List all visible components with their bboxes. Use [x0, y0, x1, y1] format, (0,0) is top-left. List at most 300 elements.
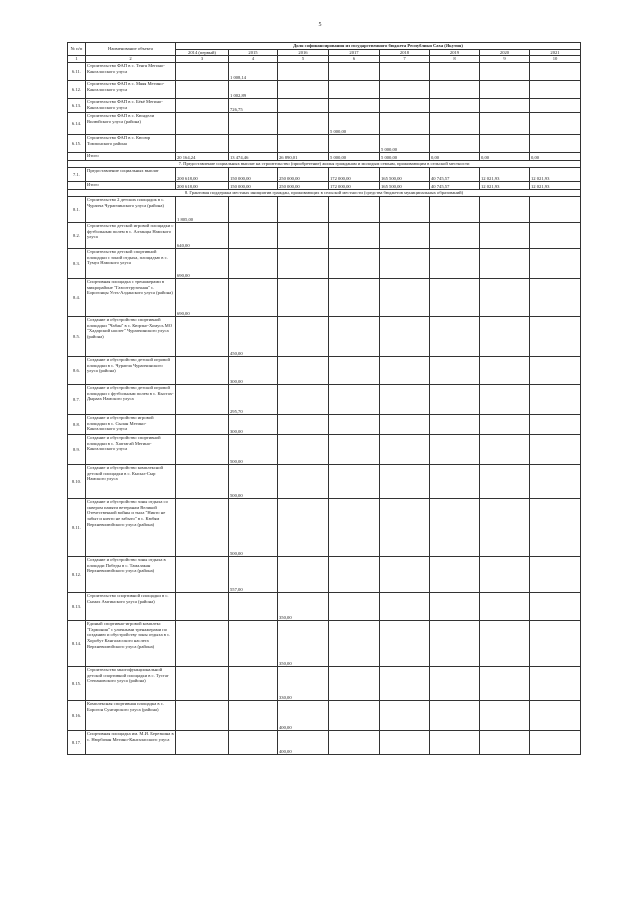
amount-cell: 250 000,00: [278, 168, 329, 182]
row-number: 8.7.: [68, 385, 86, 415]
section-title: 7. Предоставление социальных выплат на строительство (приобретение) жилья гражданам и молодым семьям, проживающим в сельской местности: [68, 161, 581, 168]
amount-cell: 200 618,00: [176, 182, 229, 190]
amount-cell: 640,00: [176, 223, 229, 249]
amount-cell: [329, 701, 380, 731]
amount-cell: [329, 81, 380, 99]
amount-cell: [480, 465, 530, 499]
amount-cell: [430, 197, 480, 223]
col-number-header: № п/п: [68, 43, 86, 56]
amount-cell: [278, 135, 329, 153]
amount-cell: [229, 249, 278, 279]
column-index: 7: [380, 56, 430, 63]
object-name: Итого: [86, 182, 176, 190]
amount-cell: [430, 593, 480, 621]
column-index: 8: [430, 56, 480, 63]
amount-cell: [430, 499, 480, 557]
amount-cell: [329, 249, 380, 279]
amount-cell: [480, 317, 530, 357]
amount-cell: [176, 435, 229, 465]
table-row: [68, 168, 581, 182]
amount-cell: [530, 279, 581, 317]
object-name: Строительство детской игровой площадки с футбольным полем в с. Алтанцы Намского улуса: [86, 223, 176, 249]
table-row: [68, 385, 581, 415]
amount-cell: [229, 667, 278, 701]
amount-cell: [530, 499, 581, 557]
amount-cell: [380, 701, 430, 731]
table-row: [68, 182, 581, 190]
amount-cell: 450,00: [229, 317, 278, 357]
table-row: [68, 357, 581, 385]
amount-cell: [430, 249, 480, 279]
amount-cell: [530, 557, 581, 593]
amount-cell: 12 021,93: [480, 168, 530, 182]
column-index: 1: [68, 56, 86, 63]
amount-cell: [380, 63, 430, 81]
amount-cell: [176, 317, 229, 357]
amount-cell: [380, 357, 430, 385]
amount-cell: [329, 667, 380, 701]
group-header: Доля софинансирования из государственного бюджета Республики Саха (Якутия): [176, 43, 581, 50]
row-number: 8.4.: [68, 279, 86, 317]
amount-cell: [278, 415, 329, 435]
amount-cell: [480, 731, 530, 755]
row-number: 6.11.: [68, 63, 86, 81]
column-index: 10: [530, 56, 581, 63]
amount-cell: [530, 385, 581, 415]
amount-cell: 40 745,57: [430, 168, 480, 182]
year-header: 2014 (первый): [176, 49, 229, 56]
amount-cell: [329, 621, 380, 667]
amount-cell: 12 021,93: [530, 168, 581, 182]
row-number: 7.1.: [68, 168, 86, 182]
financing-table: [67, 42, 581, 755]
amount-cell: [480, 385, 530, 415]
year-header: 2016: [278, 49, 329, 56]
amount-cell: [480, 621, 530, 667]
amount-cell: [430, 113, 480, 135]
table-row: [68, 279, 581, 317]
amount-cell: [329, 357, 380, 385]
amount-cell: [329, 465, 380, 499]
amount-cell: [176, 731, 229, 755]
object-name: Итого: [86, 153, 176, 161]
amount-cell: [480, 223, 530, 249]
amount-cell: 12 021,93: [480, 182, 530, 190]
amount-cell: [530, 223, 581, 249]
object-name: Строительство ФАП в с. Кюндели Вилюйского улуса (района): [86, 113, 176, 135]
amount-cell: [530, 113, 581, 135]
row-number: 8.14.: [68, 621, 86, 667]
amount-cell: [329, 223, 380, 249]
amount-cell: [176, 135, 229, 153]
amount-cell: 13 474,46: [229, 153, 278, 161]
table-row: [68, 81, 581, 99]
amount-cell: [380, 621, 430, 667]
table-row: [68, 621, 581, 667]
row-number: 8.17.: [68, 731, 86, 755]
amount-cell: [530, 621, 581, 667]
amount-cell: [430, 731, 480, 755]
amount-cell: [480, 279, 530, 317]
amount-cell: 400,00: [278, 731, 329, 755]
object-name: Строительство детской спортивной площадки с зоной отдыха, площадью в с. Тумул Намского улуса: [86, 249, 176, 279]
amount-cell: [530, 63, 581, 81]
amount-cell: [380, 279, 430, 317]
table-row: [68, 435, 581, 465]
amount-cell: [176, 385, 229, 415]
column-index: 2: [86, 56, 176, 63]
amount-cell: [430, 385, 480, 415]
object-name: Строительство 2 детских площадок в с. Чурапча Чурапчинского улуса (района): [86, 197, 176, 223]
amount-cell: [530, 701, 581, 731]
column-index: 9: [480, 56, 530, 63]
amount-cell: [430, 667, 480, 701]
amount-cell: [329, 317, 380, 357]
amount-cell: [380, 99, 430, 113]
row-number: 6.13.: [68, 99, 86, 113]
amount-cell: [329, 415, 380, 435]
amount-cell: 0,00: [430, 153, 480, 161]
object-name: Единый спортивно-игровой комплекс "Гармония" с уличными тренажерами по созданию и обустройству зоны отдыха в с. Хоробут Кангаласского наслега Верхневилюйского улуса (района): [86, 621, 176, 667]
amount-cell: [229, 701, 278, 731]
amount-cell: 12 021,93: [530, 182, 581, 190]
amount-cell: [430, 279, 480, 317]
amount-cell: [430, 435, 480, 465]
amount-cell: [278, 81, 329, 99]
amount-cell: [480, 357, 530, 385]
amount-cell: 165 500,00: [380, 182, 430, 190]
row-number: 6.12.: [68, 81, 86, 99]
amount-cell: [480, 81, 530, 99]
amount-cell: 5 000,00: [380, 153, 430, 161]
amount-cell: [380, 81, 430, 99]
amount-cell: [278, 465, 329, 499]
amount-cell: [176, 81, 229, 99]
amount-cell: [176, 667, 229, 701]
amount-cell: [278, 499, 329, 557]
amount-cell: [380, 415, 430, 435]
amount-cell: [278, 197, 329, 223]
amount-cell: [430, 99, 480, 113]
amount-cell: [380, 667, 430, 701]
amount-cell: [430, 81, 480, 99]
amount-cell: [480, 667, 530, 701]
amount-cell: [530, 415, 581, 435]
column-index: 6: [329, 56, 380, 63]
amount-cell: [430, 415, 480, 435]
year-header: 2018: [380, 49, 430, 56]
amount-cell: [278, 113, 329, 135]
table-row: [68, 223, 581, 249]
row-number: 8.16.: [68, 701, 86, 731]
amount-cell: [229, 593, 278, 621]
year-header: 2015: [229, 49, 278, 56]
amount-cell: [430, 223, 480, 249]
amount-cell: [530, 135, 581, 153]
amount-cell: [380, 223, 430, 249]
amount-cell: 5 000,00: [380, 135, 430, 153]
amount-cell: [480, 249, 530, 279]
object-name: Создание и обустройство спортивной площадки в с. Хаптагай Мегино-Кангаласского улуса: [86, 435, 176, 465]
table-row: [68, 731, 581, 755]
amount-cell: [480, 113, 530, 135]
amount-cell: [530, 731, 581, 755]
amount-cell: [430, 557, 480, 593]
row-number: 8.15.: [68, 667, 86, 701]
amount-cell: [176, 357, 229, 385]
amount-cell: [380, 557, 430, 593]
amount-cell: [380, 731, 430, 755]
amount-cell: [229, 113, 278, 135]
section-heading-row: [68, 190, 581, 197]
amount-cell: [176, 499, 229, 557]
amount-cell: [278, 223, 329, 249]
amount-cell: [176, 701, 229, 731]
row-number: 6.14.: [68, 113, 86, 135]
amount-cell: [480, 557, 530, 593]
object-name: Спортивная площадка им. М.И. Березкина в с. Нюрбачан Мегино-Кангаласского улуса: [86, 731, 176, 755]
amount-cell: 330,00: [278, 667, 329, 701]
amount-cell: [176, 99, 229, 113]
object-name: Создание и обустройство зоны отдыха со сквером памяти ветеранам Великой Отечественной войны и тыла "Никто не забыт и ничто не забыто" в с. Кюбям Верхневилюйского улуса (района): [86, 499, 176, 557]
amount-cell: [430, 701, 480, 731]
amount-cell: 1 008,14: [229, 63, 278, 81]
object-name: Строительство спортивной площадки в с. Сымах Амгинского улуса (района): [86, 593, 176, 621]
section-title: 8. Грантовая поддержка местных инициатив граждан, проживающих в сельской местности (средства бюджетов муниципальных образований): [68, 190, 581, 197]
amount-cell: [530, 317, 581, 357]
amount-cell: 5 000,00: [329, 153, 380, 161]
row-number: 8.11.: [68, 499, 86, 557]
amount-cell: [480, 99, 530, 113]
amount-cell: 200 618,00: [176, 168, 229, 182]
table-row: [68, 317, 581, 357]
amount-cell: 500,00: [229, 465, 278, 499]
amount-cell: [380, 197, 430, 223]
table-row: [68, 667, 581, 701]
amount-cell: [430, 317, 480, 357]
amount-cell: [229, 731, 278, 755]
row-number: 8.12.: [68, 557, 86, 593]
amount-cell: [430, 63, 480, 81]
row-number: 8.5.: [68, 317, 86, 357]
amount-cell: [329, 279, 380, 317]
amount-cell: 500,00: [229, 435, 278, 465]
amount-cell: 20 164,24: [176, 153, 229, 161]
amount-cell: [380, 317, 430, 357]
amount-cell: 300,00: [229, 415, 278, 435]
amount-cell: [229, 621, 278, 667]
object-name: Создание и обустройство спортивной площадки "Чабан" в с. Кюрэнг-Хомусь МО "Хадарский наслег" Чурапчинского улуса (района): [86, 317, 176, 357]
amount-cell: [176, 621, 229, 667]
table-row: [68, 153, 581, 161]
amount-cell: [480, 499, 530, 557]
amount-cell: [480, 415, 530, 435]
amount-cell: [480, 701, 530, 731]
amount-cell: [278, 385, 329, 415]
amount-cell: [430, 465, 480, 499]
amount-cell: [278, 317, 329, 357]
amount-cell: [329, 385, 380, 415]
table-row: [68, 135, 581, 153]
amount-cell: [430, 135, 480, 153]
amount-cell: 172 000,00: [329, 182, 380, 190]
section-heading-row: [68, 161, 581, 168]
table-row: [68, 593, 581, 621]
table-row: [68, 465, 581, 499]
amount-cell: 0,00: [530, 153, 581, 161]
amount-cell: [530, 357, 581, 385]
amount-cell: 1 002,89: [229, 81, 278, 99]
amount-cell: [380, 499, 430, 557]
object-name: Создание и обустройство игровой площадки в с. Сылан Мегино-Кангаласского улуса: [86, 415, 176, 435]
object-name: Создание и обустройство комплексной детской площадки в с. Кысыл-Сыр Намского улуса: [86, 465, 176, 499]
amount-cell: [530, 249, 581, 279]
row-number: 8.8.: [68, 415, 86, 435]
amount-cell: [176, 113, 229, 135]
amount-cell: 690,00: [176, 279, 229, 317]
amount-cell: 150 000,00: [229, 168, 278, 182]
amount-cell: 26 890,01: [278, 153, 329, 161]
row-number: 6.15.: [68, 135, 86, 153]
amount-cell: [530, 197, 581, 223]
amount-cell: [329, 197, 380, 223]
amount-cell: [176, 63, 229, 81]
row-number: [68, 182, 86, 190]
amount-cell: [480, 63, 530, 81]
amount-cell: 350,00: [278, 621, 329, 667]
amount-cell: [278, 557, 329, 593]
year-header: 2021: [530, 49, 581, 56]
amount-cell: 250 000,00: [278, 182, 329, 190]
amount-cell: 400,00: [278, 701, 329, 731]
amount-cell: [329, 435, 380, 465]
amount-cell: [530, 465, 581, 499]
amount-cell: 165 500,00: [380, 168, 430, 182]
object-name: Создание и обустройство зоны отдыха в площади Победы в с. Тамалакан Верхневилюйского улуса (района): [86, 557, 176, 593]
amount-cell: [329, 99, 380, 113]
object-name: Строительство ФАП в с. Кюсюр Томпонского района: [86, 135, 176, 153]
row-number: 8.1.: [68, 197, 86, 223]
amount-cell: [430, 357, 480, 385]
amount-cell: 1 805,00: [176, 197, 229, 223]
object-name: Комплексная спортивная площадка в с. Борогон Сунтарского улуса (района): [86, 701, 176, 731]
year-header: 2020: [480, 49, 530, 56]
amount-cell: [176, 593, 229, 621]
row-number: 8.10.: [68, 465, 86, 499]
amount-cell: [329, 499, 380, 557]
object-name: Строительство ФАП в с. Мяяя Мегино-Кангаласского улуса: [86, 81, 176, 99]
amount-cell: 40 745,57: [430, 182, 480, 190]
amount-cell: [530, 667, 581, 701]
amount-cell: [430, 621, 480, 667]
amount-cell: [176, 557, 229, 593]
row-number: 8.9.: [68, 435, 86, 465]
amount-cell: [278, 99, 329, 113]
column-index: 3: [176, 56, 229, 63]
amount-cell: [229, 197, 278, 223]
amount-cell: [480, 135, 530, 153]
amount-cell: 690,00: [176, 249, 229, 279]
row-number: [68, 153, 86, 161]
amount-cell: 5 000,00: [329, 113, 380, 135]
col-name-header: Наименование объекта: [86, 43, 176, 56]
row-number: 8.13.: [68, 593, 86, 621]
amount-cell: [329, 63, 380, 81]
amount-cell: [278, 63, 329, 81]
amount-cell: [229, 223, 278, 249]
amount-cell: [480, 435, 530, 465]
amount-cell: [380, 435, 430, 465]
amount-cell: [329, 731, 380, 755]
table-row: [68, 113, 581, 135]
amount-cell: 350,00: [278, 593, 329, 621]
object-name: Создание и обустройство детской игровой площадки в с. Чурапча Чурапчинского улуса (района): [86, 357, 176, 385]
row-number: 8.6.: [68, 357, 86, 385]
year-header: 2017: [329, 49, 380, 56]
row-number: 8.2.: [68, 223, 86, 249]
column-index: 5: [278, 56, 329, 63]
year-header: 2019: [430, 49, 480, 56]
object-name: Создание и обустройство детской игровой площадки с футбольным полем в с. Кыстах-Дыраах Намского улуса: [86, 385, 176, 415]
amount-cell: [176, 465, 229, 499]
amount-cell: 150 000,00: [229, 182, 278, 190]
amount-cell: [480, 593, 530, 621]
amount-cell: [530, 99, 581, 113]
amount-cell: [176, 415, 229, 435]
amount-cell: [380, 113, 430, 135]
amount-cell: 295,70: [229, 385, 278, 415]
table-row: [68, 99, 581, 113]
object-name: Строительство ФАП в с. Тенгя Мегино-Кангаласского улуса: [86, 63, 176, 81]
amount-cell: [329, 135, 380, 153]
row-number: 8.3.: [68, 249, 86, 279]
amount-cell: [480, 197, 530, 223]
amount-cell: 500,00: [229, 499, 278, 557]
amount-cell: [380, 593, 430, 621]
amount-cell: 0,00: [480, 153, 530, 161]
page-number: 5: [318, 22, 322, 28]
amount-cell: [278, 249, 329, 279]
amount-cell: [380, 249, 430, 279]
amount-cell: [329, 557, 380, 593]
amount-cell: [329, 593, 380, 621]
object-name: Спортивная площадка с тренажерами в микрорайоне "Газоотгрузочная" с. Борогонцы Усть-Алданского улуса (района): [86, 279, 176, 317]
column-index: 4: [229, 56, 278, 63]
table-row: [68, 249, 581, 279]
amount-cell: [229, 135, 278, 153]
amount-cell: 172 000,00: [329, 168, 380, 182]
table-row: [68, 197, 581, 223]
table-row: [68, 499, 581, 557]
amount-cell: 300,00: [229, 357, 278, 385]
amount-cell: [229, 279, 278, 317]
amount-cell: [278, 435, 329, 465]
amount-cell: [380, 465, 430, 499]
table-row: [68, 701, 581, 731]
table-row: [68, 415, 581, 435]
object-name: Предоставление социальных выплат: [86, 168, 176, 182]
table-row: [68, 63, 581, 81]
table-row: [68, 557, 581, 593]
amount-cell: [278, 357, 329, 385]
amount-cell: [530, 593, 581, 621]
object-name: Строительство ФАП в с. Бёкё Мегино-Кангаласского улуса: [86, 99, 176, 113]
amount-cell: [380, 385, 430, 415]
object-name: Строительство многофункциональной детской спортивной площадки в с. Тустаг Степановского улуса (района): [86, 667, 176, 701]
amount-cell: [530, 81, 581, 99]
amount-cell: [530, 435, 581, 465]
amount-cell: 726,75: [229, 99, 278, 113]
